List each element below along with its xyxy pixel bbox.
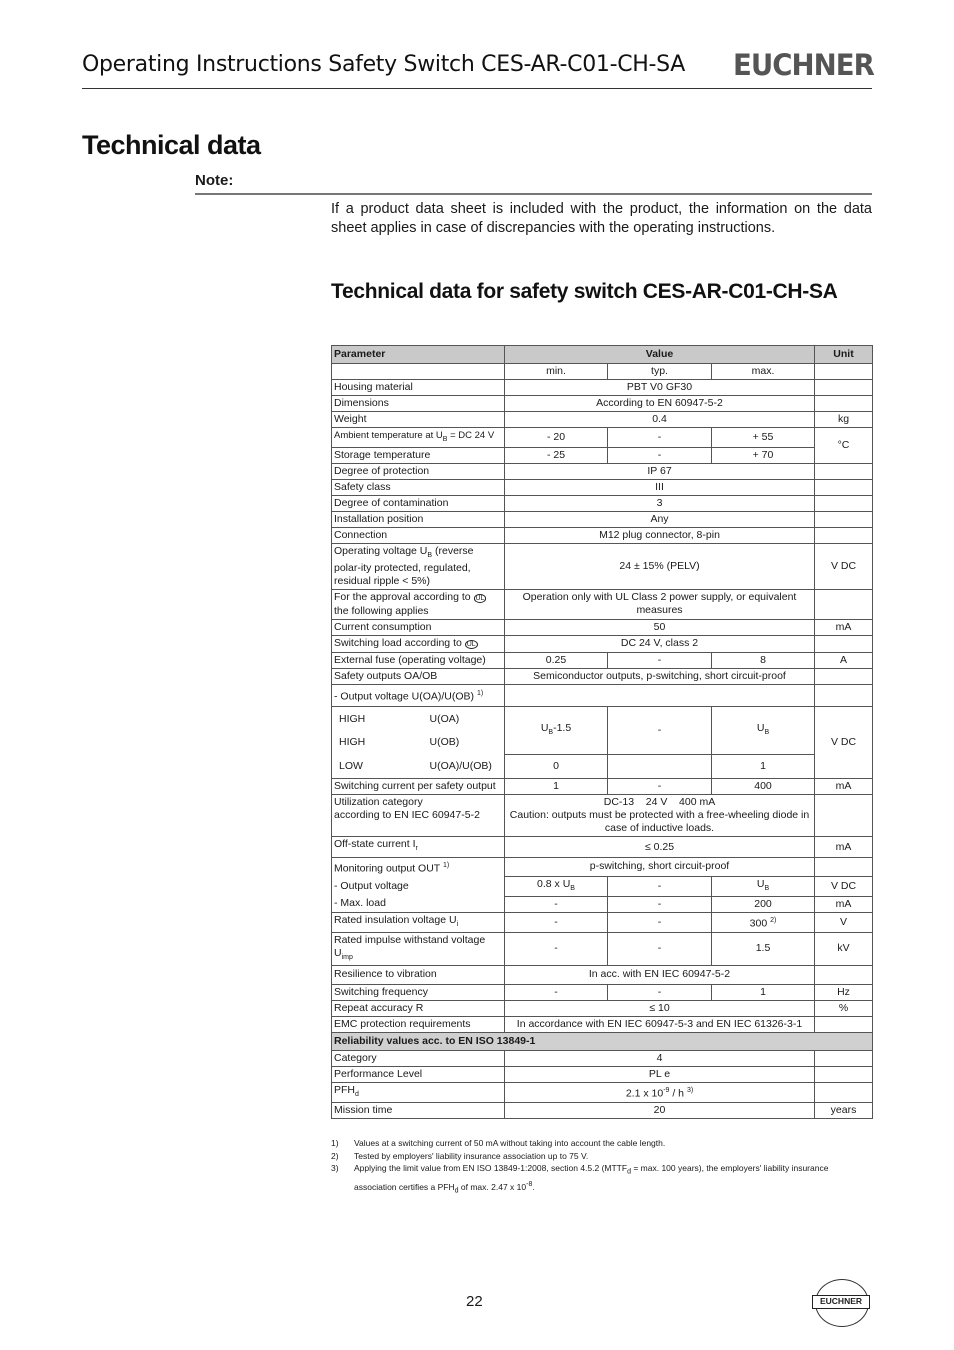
table-row: [332, 706, 873, 755]
header-typ: typ.: [608, 364, 712, 380]
row-value: 20: [505, 1102, 815, 1118]
row-label: Storage temperature: [332, 447, 505, 463]
row-label: Resilience to vibration: [332, 965, 505, 984]
table-row: [332, 364, 873, 380]
row-value: In acc. with EN IEC 60947-5-2: [505, 965, 815, 984]
row-label: Housing material: [332, 380, 505, 396]
ul-mark-icon: UL: [466, 640, 476, 648]
page-number: 22: [466, 1293, 483, 1310]
row-value: DC-13 24 V 400 mA Caution: outputs must be protected with a free-wheeling diode in case of inductive loads.: [505, 795, 815, 837]
row-label: Operating voltage $U_B$ (reverse polar-ity protected, regulated, residual ripple < 5%): [332, 543, 505, 589]
row-min: 0: [505, 755, 608, 779]
table-row: [332, 428, 873, 448]
row-unit: A: [815, 652, 873, 668]
row-label: Category: [332, 1050, 505, 1066]
row-typ: -: [608, 652, 712, 668]
header-parameter: Parameter: [332, 346, 505, 364]
table-row: [332, 447, 873, 463]
row-unit: V: [815, 912, 873, 932]
document-title: Operating Instructions Safety Switch CES-AR-C01-CH-SA: [82, 52, 686, 77]
row-label: Dimensions: [332, 396, 505, 412]
level-high: HIGH: [339, 712, 366, 725]
table-row: [332, 876, 873, 896]
table-row: [332, 668, 873, 684]
row-label: Current consumption: [332, 619, 505, 635]
row-max: 1: [712, 984, 815, 1000]
header-min: min.: [505, 364, 608, 380]
row-label: External fuse (operating voltage): [332, 652, 505, 668]
row-value: ≤ 0.25: [505, 837, 815, 857]
row-max: $U_B$: [712, 876, 815, 896]
row-label: $PFH_d$: [332, 1082, 505, 1102]
row-unit: V DC: [815, 876, 873, 896]
row-max: + 70: [712, 447, 815, 463]
row-unit: kg: [815, 412, 873, 428]
table-row: [332, 857, 873, 876]
row-min: -: [505, 896, 608, 912]
table-row: [332, 779, 873, 795]
row-min: 1: [505, 779, 608, 795]
note-text: If a product data sheet is included with the product, the information on the data sheet applies in case of discrepancies with the operating instructions.: [331, 201, 872, 236]
row-unit: years: [815, 1102, 873, 1118]
row-value: 24 ± 15% (PELV): [505, 543, 815, 589]
table-row: [332, 1016, 873, 1032]
table-row: [332, 380, 873, 396]
row-label: Off-state current $I_r$: [332, 837, 505, 857]
row-value: According to EN 60947-5-2: [505, 396, 815, 412]
row-typ: -: [608, 896, 712, 912]
row-label: Monitoring output OUT $^{1)}$: [332, 857, 505, 876]
row-max: 400: [712, 779, 815, 795]
row-label: Installation position: [332, 511, 505, 527]
ul-mark-icon: UL: [475, 594, 485, 602]
euchner-logo: EUCHNER: [733, 48, 874, 82]
note-label: Note:: [195, 172, 234, 189]
row-value: PBT V0 GF30: [505, 380, 815, 396]
row-typ: -: [608, 447, 712, 463]
table-row: [332, 1050, 873, 1066]
reliability-header: Reliability values acc. to EN ISO 13849-1: [332, 1032, 873, 1050]
row-value: 2.1 x $10^{-9}$ / h $^{3)}$: [505, 1082, 815, 1102]
row-value: ≤ 10: [505, 1000, 815, 1016]
row-value: PL e: [505, 1066, 815, 1082]
row-label: - Output voltage: [332, 876, 505, 896]
row-value: 4: [505, 1050, 815, 1066]
row-label: Switching current per safety output: [332, 779, 505, 795]
row-value: 3: [505, 495, 815, 511]
signal-label: U(OA)/U(OB): [428, 755, 505, 779]
table-row: [332, 755, 873, 779]
table-row: [332, 495, 873, 511]
row-unit: mA: [815, 619, 873, 635]
level-high: HIGH: [339, 735, 366, 748]
table-row: [332, 912, 873, 932]
table-row: [332, 932, 873, 965]
row-value: IP 67: [505, 463, 815, 479]
row-min: 0.25: [505, 652, 608, 668]
table-row: [332, 896, 873, 912]
row-max: 1.5: [712, 932, 815, 965]
row-value: III: [505, 479, 815, 495]
row-label: Mission time: [332, 1102, 505, 1118]
row-label: For the approval according to UL the following applies: [332, 589, 505, 619]
footer-logo: EUCHNER: [812, 1295, 870, 1309]
table-heading: Technical data for safety switch CES-AR-C01-CH-SA: [331, 280, 838, 303]
level-low: LOW: [332, 755, 428, 779]
table-row: [332, 543, 873, 589]
row-label: EMC protection requirements: [332, 1016, 505, 1032]
table-subheader-row: [332, 1032, 873, 1050]
row-max: + 55: [712, 428, 815, 448]
table-row: [332, 412, 873, 428]
footnote: 3) Applying the limit value from EN ISO 13849-1:2008, section 4.5.2 ($MTTF_d = \max$. 100 years), the employers' liability insurance association certifies a $PFH_d$ of max. 2.47 x $10^{-8}$.: [331, 1163, 829, 1195]
row-max: 1: [712, 755, 815, 779]
row-label: Safety outputs OA/OB: [332, 668, 505, 684]
row-unit: mA: [815, 779, 873, 795]
table-row: [332, 479, 873, 495]
row-min: -: [505, 932, 608, 965]
row-min: - 25: [505, 447, 608, 463]
row-value: 50: [505, 619, 815, 635]
row-value: Any: [505, 511, 815, 527]
table-row: [332, 619, 873, 635]
row-max: 8: [712, 652, 815, 668]
row-min: $U_B-1.5$: [505, 706, 608, 755]
row-label: Performance Level: [332, 1066, 505, 1082]
row-min: - 20: [505, 428, 608, 448]
signal-label: U(OA): [429, 712, 460, 725]
row-label: Switching load according to UL: [332, 635, 505, 652]
technical-data-table: [331, 345, 873, 1119]
row-label: Degree of contamination: [332, 495, 505, 511]
row-label: Switching frequency: [332, 984, 505, 1000]
table-row: [332, 652, 873, 668]
row-max: $U_B$: [712, 706, 815, 755]
note-rule: [195, 193, 872, 195]
row-label: Repeat accuracy R: [332, 1000, 505, 1016]
section-heading: Technical data: [82, 130, 261, 160]
row-max: 300 $^{2)}$: [712, 912, 815, 932]
table-row: [332, 1000, 873, 1016]
row-min: -: [505, 984, 608, 1000]
row-label: Ambient temperature at $U_B$ = DC 24 V: [332, 428, 505, 448]
row-unit: kV: [815, 932, 873, 965]
row-typ: -: [608, 779, 712, 795]
table-row: [332, 965, 873, 984]
row-unit: Hz: [815, 984, 873, 1000]
table-row: [332, 984, 873, 1000]
table-row: [332, 463, 873, 479]
signal-label: U(OB): [429, 735, 460, 748]
table-row: [332, 795, 873, 837]
footnotes: [331, 1137, 872, 1198]
table-row: [332, 1082, 873, 1102]
row-min: 0.8 x $U_B$: [505, 876, 608, 896]
row-typ: -: [608, 984, 712, 1000]
row-label: Rated impulse withstand voltage $U_{imp}$: [332, 932, 505, 965]
row-typ: -: [608, 428, 712, 448]
row-unit: %: [815, 1000, 873, 1016]
table-row: [332, 837, 873, 857]
row-typ: -: [608, 876, 712, 896]
row-label: Degree of protection: [332, 463, 505, 479]
row-unit: mA: [815, 896, 873, 912]
footnote: 1) Values at a switching current of 50 mA without taking into account the cable length.: [331, 1138, 666, 1148]
row-label: Connection: [332, 527, 505, 543]
row-typ: -: [608, 932, 712, 965]
table-row: [332, 1066, 873, 1082]
row-value: In accordance with EN IEC 60947-5-3 and EN IEC 61326-3-1: [505, 1016, 815, 1032]
row-value: p-switching, short circuit-proof: [505, 857, 815, 876]
row-label: Weight: [332, 412, 505, 428]
table-header-row: [332, 346, 873, 364]
row-unit: V DC: [815, 543, 873, 589]
row-label: - Max. load: [332, 896, 505, 912]
table-row: [332, 684, 873, 706]
row-min: -: [505, 912, 608, 932]
row-label: - Output voltage U(OA)/U(OB) $^{1)}$: [332, 684, 505, 706]
footnote: 2) Tested by employers' liability insurance association up to 75 V.: [331, 1150, 589, 1161]
row-value: Semiconductor outputs, p-switching, short circuit-proof: [505, 668, 815, 684]
row-value: Operation only with UL Class 2 power supply, or equivalent measures: [505, 589, 815, 619]
row-value: M12 plug connector, 8-pin: [505, 527, 815, 543]
row-value: DC 24 V, class 2: [505, 635, 815, 652]
table-row: [332, 396, 873, 412]
row-typ: -: [608, 706, 712, 755]
row-value: 0.4: [505, 412, 815, 428]
row-unit: V DC: [815, 706, 873, 779]
header-value: Value: [505, 346, 815, 364]
row-typ: -: [608, 912, 712, 932]
row-label: Safety class: [332, 479, 505, 495]
header-unit: Unit: [815, 346, 873, 364]
row-unit: mA: [815, 837, 873, 857]
row-unit: °C: [815, 428, 873, 464]
header-rule: [82, 88, 872, 89]
table-row: [332, 511, 873, 527]
row-max: 200: [712, 896, 815, 912]
header-max: max.: [712, 364, 815, 380]
row-label: Rated insulation voltage $U_i$: [332, 912, 505, 932]
table-row: [332, 1102, 873, 1118]
table-row: [332, 527, 873, 543]
table-row: [332, 589, 873, 619]
table-row: [332, 635, 873, 652]
row-label: Utilization category according to EN IEC 60947-5-2: [332, 795, 505, 837]
